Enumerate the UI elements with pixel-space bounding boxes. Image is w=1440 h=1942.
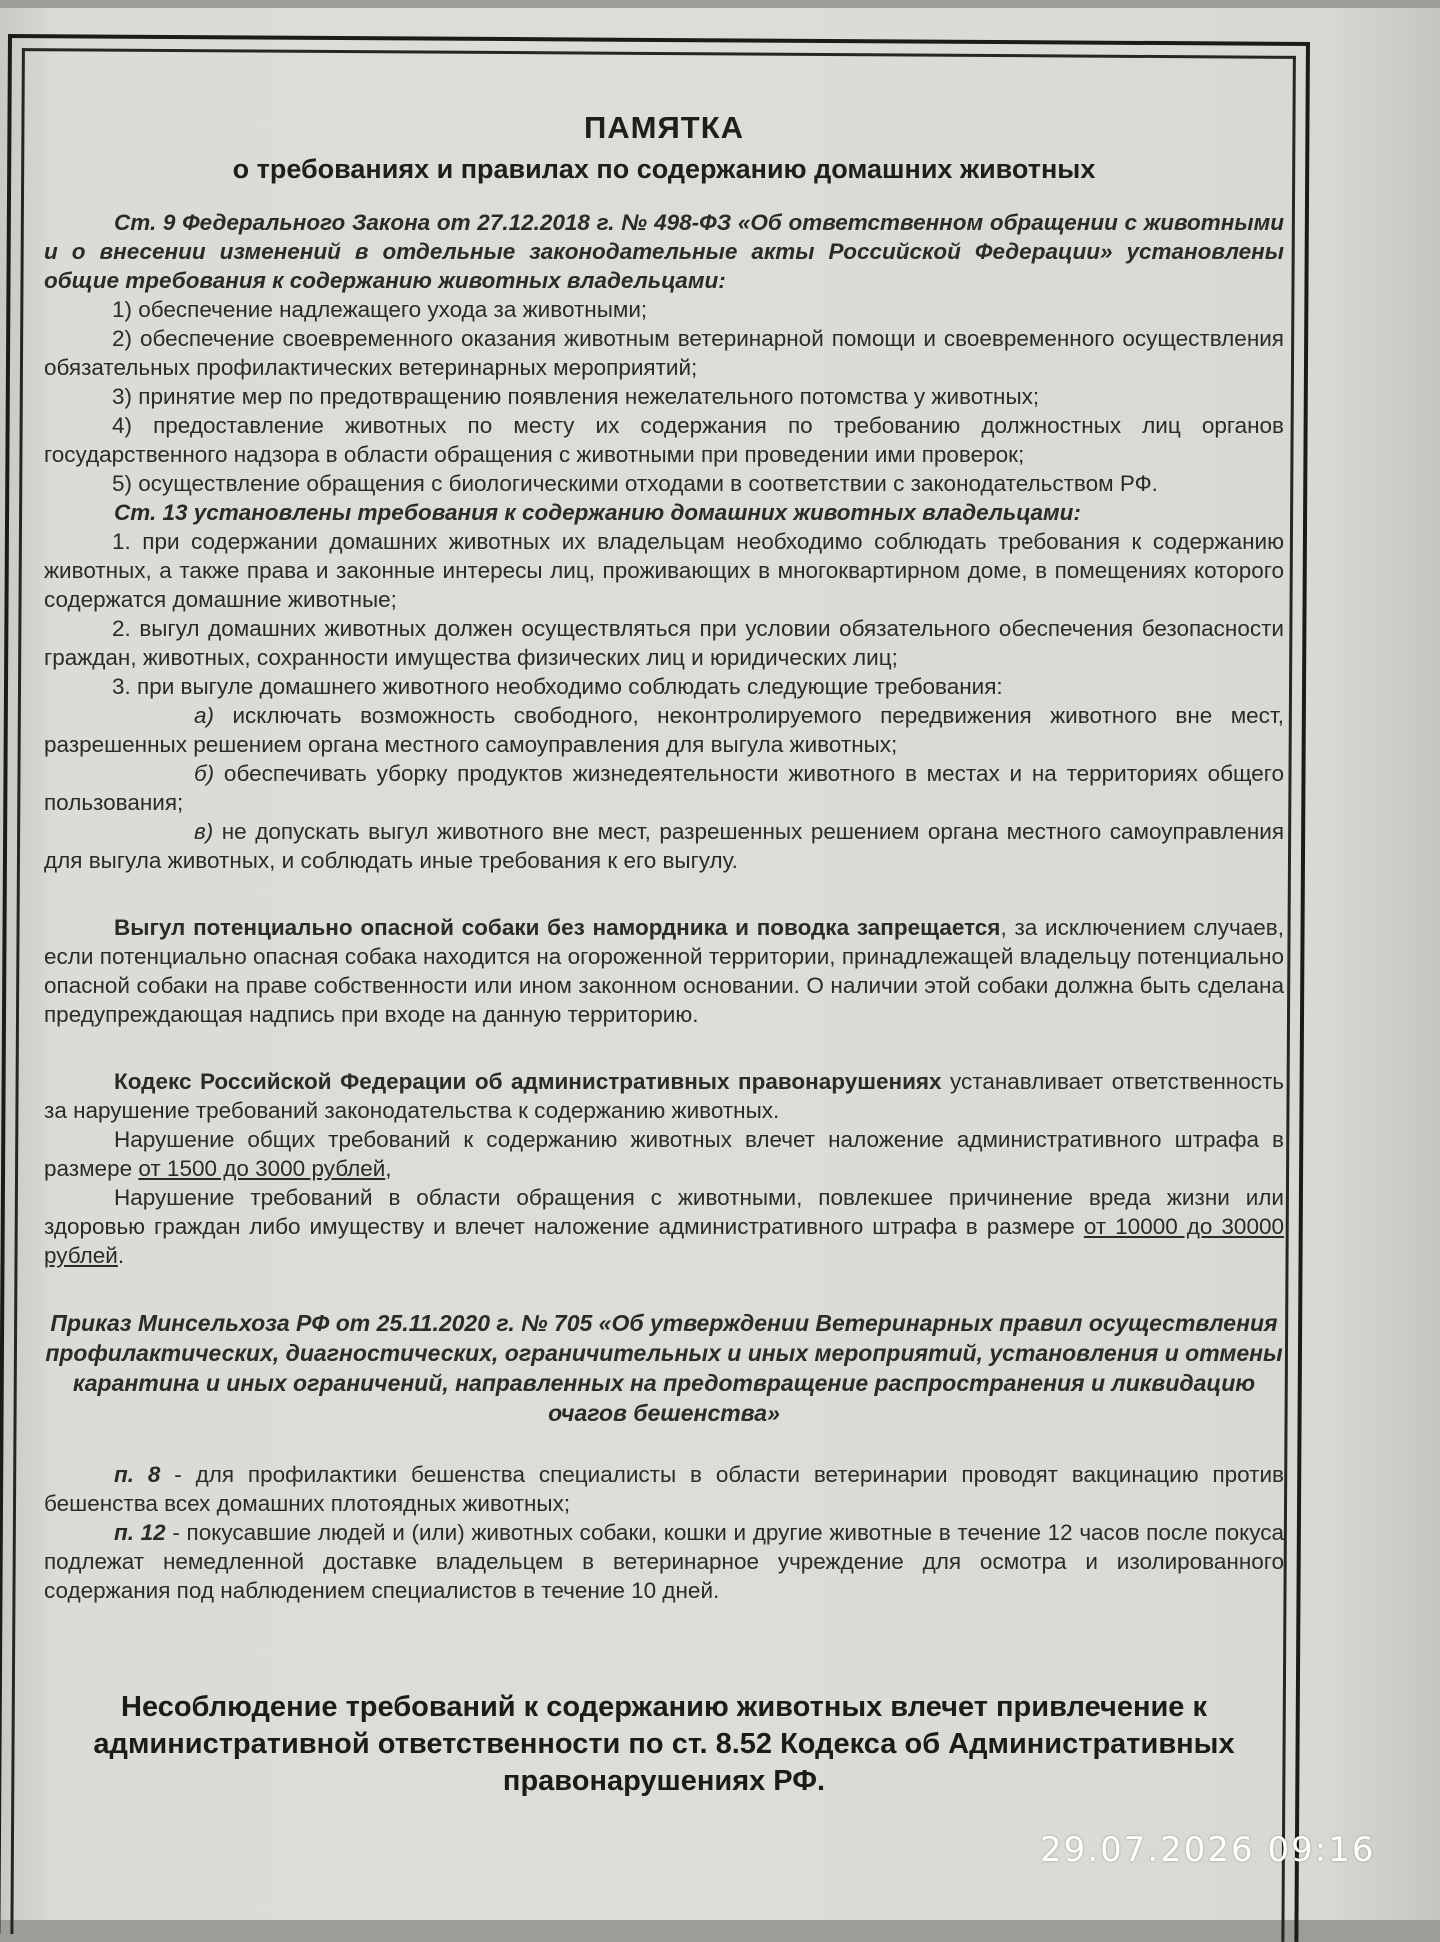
article-9-item-1: 1) обеспечение надлежащего ухода за животными;	[112, 297, 648, 322]
point-12-label: п. 12	[114, 1520, 166, 1545]
article-9-item-5: 5) осуществление обращения с биологическими отходами в соответствии с законодательством РФ.	[112, 471, 1158, 496]
order-point-12	[44, 1518, 1284, 1605]
fine-1-paragraph	[44, 1125, 1284, 1183]
article-13-item-1: 1. при содержании домашних животных их владельцам необходимо соблюдать требования к содержанию животных, а также права и законные интересы лиц, проживающих в многоквартирном доме, в помещениях которого содержатся домашние животные;	[44, 529, 1284, 612]
fine-1-end: ,	[385, 1156, 392, 1181]
point-12-text: - покусавшие людей и (или) животных собаки, кошки и другие животные в течение 12 часов после покуса подлежат немедленной доставке владельцем в ветеринарное учреждение для осмотра и изолированного содержания под наблюдением специалистов в течение 10 дней.	[44, 1520, 1284, 1603]
order-point-8	[44, 1460, 1284, 1518]
subitem-text: исключать возможность свободного, неконтролируемого передвижения животного вне мест, разрешенных решением органа местного самоуправления для выгула животных;	[44, 703, 1284, 757]
document-title: ПАМЯТКА	[583, 110, 745, 145]
order-705-title: Приказ Минсельхоза РФ от 25.11.2020 г. № 705 «Об утверждении Ветеринарных правил осуществления профилактических, диагностических, ограничительных и иных мероприятий, установления и отмены карантина и иных ограничений, направленных на предотвращение распространения и ликвидацию очагов бешенства»	[45, 1310, 1283, 1426]
koap-rest: устанавливает ответственность за нарушение требований законодательства к содержанию животных.	[44, 1069, 1284, 1123]
article-9-intro: Ст. 9 Федерального Закона от 27.12.2018 г. № 498-ФЗ «Об ответственном обращении с животными и о внесении изменений в отдельные законодательные акты Российской Федерации» установлены общие требования к содержанию животных владельцами:	[44, 210, 1284, 293]
fine-1-text: Нарушение общих требований к содержанию животных влечет наложение административного штрафа в размере	[44, 1127, 1284, 1181]
subitem-letter: б)	[194, 761, 215, 786]
dangerous-dog-paragraph	[44, 913, 1284, 1029]
article-9-item-4: 4) предоставление животных по месту их содержания по требованию должностных лиц органов государственного надзора в области обращения с животными при проведении ими проверок;	[44, 413, 1284, 467]
koap-bold: Кодекс Российской Федерации об административных правонарушениях	[114, 1069, 942, 1094]
paper-sheet	[0, 8, 1440, 1920]
article-9-item-3: 3) принятие мер по предотвращению появления нежелательного потомства у животных;	[112, 384, 1040, 409]
document-subtitle: о требованиях и правилах по содержанию домашних животных	[232, 154, 1096, 184]
subitem-letter: а)	[194, 703, 215, 728]
subitem-text: не допускать выгул животного вне мест, разрешенных решением органа местного самоуправления для выгула животных, и соблюдать иные требования к его выгулу.	[44, 819, 1284, 873]
final-warning: Несоблюдение требований к содержанию животных влечет привлечение к административной ответственности по ст. 8.52 Кодекса об Административных правонарушениях РФ.	[93, 1691, 1235, 1797]
article-13-item-3: 3. при выгуле домашнего животного необходимо соблюдать следующие требования:	[112, 674, 1003, 699]
dangerous-dog-bold: Выгул потенциально опасной собаки без намордника и поводка запрещается	[114, 915, 1001, 940]
subitem-text: обеспечивать уборку продуктов жизнедеятельности животного в местах и на территориях общего пользования;	[44, 761, 1284, 815]
article-9-item-2: 2) обеспечение своевременного оказания животным ветеринарной помощи и своевременного осуществления обязательных профилактических ветеринарных мероприятий;	[44, 326, 1284, 380]
fine-2-amount: от 10000 до 30000 рублей	[44, 1214, 1284, 1268]
article-13-intro: Ст. 13 установлены требования к содержанию домашних животных владельцами:	[114, 500, 1081, 525]
point-8-text: - для профилактики бешенства специалисты в области ветеринарии проводят вакцинацию против бешенства всех домашних плотоядных животных;	[44, 1462, 1284, 1516]
fine-2-paragraph	[44, 1183, 1284, 1270]
document-body	[44, 108, 1284, 1800]
dangerous-dog-rest: , за исключением случаев, если потенциально опасная собака находится на огороженной территории, принадлежащей владельцу потенциально опасной собаки на праве собственности или ином законном основании. О наличии этой собаки должна быть сделана предупреждающая надпись при входе на данную территорию.	[44, 915, 1284, 1027]
article-13-subitem-b	[44, 759, 1284, 817]
article-13-subitem-a	[44, 701, 1284, 759]
article-13-item-2: 2. выгул домашних животных должен осуществляться при условии обязательного обеспечения безопасности граждан, животных, сохранности имущества физических лиц и юридических лиц;	[44, 616, 1284, 670]
article-13-subitem-v	[44, 817, 1284, 875]
photo-timestamp: 29.07.2026 09:16	[1040, 1830, 1376, 1870]
point-8-label: п. 8	[114, 1462, 161, 1487]
koap-paragraph	[44, 1067, 1284, 1125]
subitem-letter: в)	[194, 819, 214, 844]
fine-1-amount: от 1500 до 3000 рублей	[138, 1156, 386, 1181]
fine-2-text: Нарушение требований в области обращения с животными, повлекшее причинение вреда жизни или здоровью граждан либо имуществу и влечет наложение административного штрафа в размере	[44, 1185, 1284, 1239]
fine-2-end: .	[117, 1243, 125, 1268]
